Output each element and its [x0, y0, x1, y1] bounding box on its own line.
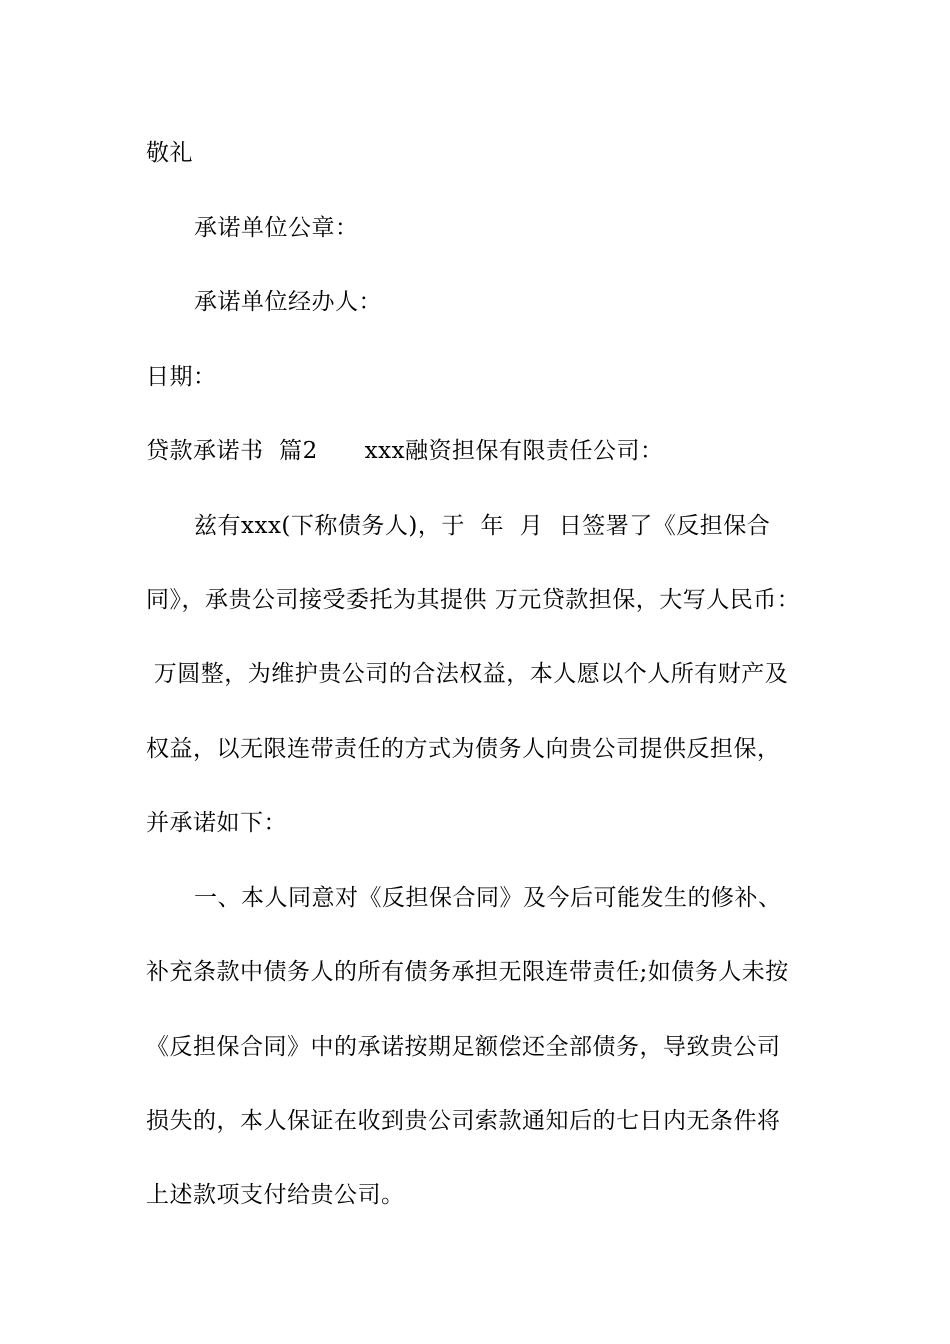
- paragraph1-line: 同》，承贵公司接受委托为其提供 万元贷款担保，大写人民币：: [146, 587, 801, 613]
- section-heading: 贷款承诺书 篇2 xxx融资担保有限责任公司：: [146, 438, 664, 464]
- paragraph2-line: 补充条款中债务人的所有债务承担无限连带责任;如债务人未按: [146, 959, 789, 985]
- seal-label: 承诺单位公章：: [194, 215, 359, 241]
- paragraph2-line: 一、本人同意对《反担保合同》及今后可能发生的修补、: [194, 885, 782, 911]
- paragraph2-line: 《反担保合同》中的承诺按期足额偿还全部债务，导致贵公司: [146, 1034, 781, 1060]
- paragraph1-line: 兹有xxx(下称债务人)，于 年 月 日签署了《反担保合: [194, 513, 771, 539]
- paragraph1-line: 并承诺如下：: [146, 810, 287, 836]
- paragraph2-line: 上述款项支付给贵公司。: [146, 1182, 405, 1208]
- closing-text: 敬礼: [146, 140, 193, 166]
- paragraph1-line: 权益，以无限连带责任的方式为债务人向贵公司提供反担保，: [146, 736, 781, 762]
- paragraph2-line: 损失的，本人保证在收到贵公司索款通知后的七日内无条件将: [146, 1108, 781, 1134]
- date-label: 日期：: [146, 364, 217, 390]
- paragraph1-line: 万圆整，为维护贵公司的合法权益，本人愿以个人所有财产及: [146, 661, 789, 687]
- handler-label: 承诺单位经办人：: [194, 289, 382, 315]
